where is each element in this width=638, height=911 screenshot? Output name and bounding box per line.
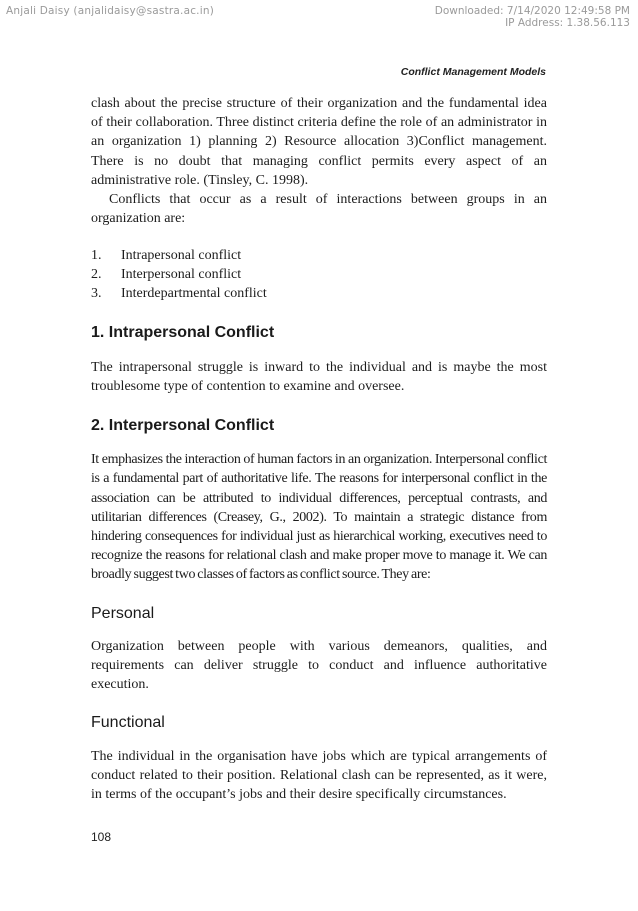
download-timestamp: Downloaded: 7/14/2020 12:49:58 PM xyxy=(434,5,630,17)
ip-address: IP Address: 1.38.56.113 xyxy=(505,17,630,29)
list-text: Interdepartmental conflict xyxy=(121,286,267,302)
paragraph-conflict-types-intro: Conflicts that occur as a result of interactions between groups in an organization are: xyxy=(91,192,547,227)
list-number: 1. xyxy=(91,248,102,264)
heading-interpersonal-conflict: 2. Interpersonal Conflict xyxy=(91,417,275,435)
paragraph-continuation: clash about the precise structure of their organization and the fundamental idea of their collaboration. Three distinct criteria define the role of an administrator in an organization 1) planning 2) Resource allocation 3)Conflict management. There is no doubt that managing conflict permits every aspect of an administrative role. (Tinsley, C. 1998). xyxy=(91,96,547,188)
running-header: Conflict Management Models xyxy=(400,66,546,78)
paragraph-intrapersonal: The intrapersonal struggle is inward to the individual and is maybe the most troublesome type of contention to examine and oversee. xyxy=(91,359,547,394)
conflict-types-list xyxy=(91,246,547,303)
page-number: 108 xyxy=(91,830,112,844)
list-text: Interpersonal conflict xyxy=(121,267,242,283)
list-item xyxy=(91,265,547,284)
download-watermark-info xyxy=(435,5,630,29)
list-number: 2. xyxy=(91,267,102,283)
download-watermark-user: Anjali Daisy (anjalidaisy@sastra.ac.in) xyxy=(6,5,214,17)
heading-functional: Functional xyxy=(91,714,165,732)
paragraph-functional: The individual in the organisation have jobs which are typical arrangements of conduct related to their position. Relational clash can be represented, as it were, in terms of the occupant’s jobs and their desire specifically circumstances. xyxy=(91,748,547,803)
heading-personal: Personal xyxy=(91,604,155,622)
list-number: 3. xyxy=(91,286,102,302)
list-text: Intrapersonal conflict xyxy=(121,248,242,264)
list-item xyxy=(91,246,547,265)
page-body xyxy=(91,94,547,804)
paragraph-personal: Organization between people with various demeanors, qualities, and requirements can deliver struggle to conduct and influence authoritative execution. xyxy=(91,638,547,693)
list-item xyxy=(91,284,547,303)
paragraph-interpersonal: It emphasizes the interaction of human factors in an organization. Interpersonal conflict is a fundamental part of authoritative life. The reasons for interpersonal conflict in the association can be attributed to individual differences, perceptual contrasts, and utilitarian differences (Creasey, G., 2002). To maintain a strategic distance from hindering consequences for individual just as hierarchical working, executives need to recognize the reasons for relational clash and make proper move to manage it. We can broadly suggest two classes of factors as conflict source. They are: xyxy=(91,452,547,583)
heading-intrapersonal-conflict: 1. Intrapersonal Conflict xyxy=(91,324,275,342)
